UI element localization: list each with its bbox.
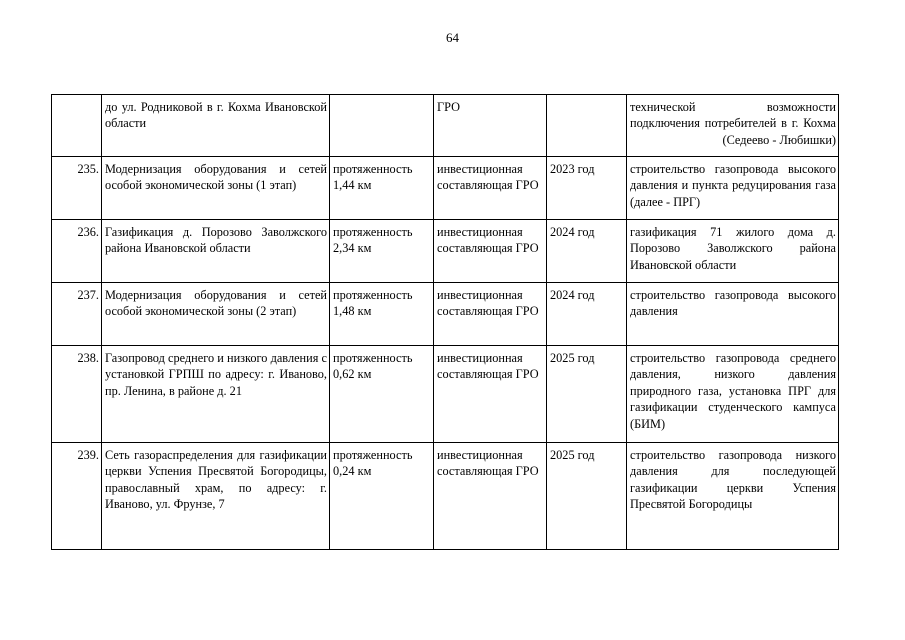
project-name: Сеть газораспределения для газификации церкви Успения Пресвятой Богородицы, православный храм, по адресу: г. Иваново, ул. Фрунзе, 7 — [102, 443, 330, 550]
table-row — [52, 346, 839, 443]
project-result: строительство газопровода высокого давления и пункта редуцирования газа (далее - ПРГ) — [627, 157, 839, 220]
project-length: протяженность 1,44 км — [330, 157, 434, 220]
project-name: до ул. Родниковой в г. Кохма Ивановской области — [102, 95, 330, 157]
project-result: строительство газопровода низкого давления для последующей газификации церкви Успения Пресвятой Богородицы — [627, 443, 839, 550]
row-number: 239. — [52, 443, 102, 550]
project-name: Газификация д. Порозово Заволжского района Ивановской области — [102, 220, 330, 283]
table-row — [52, 157, 839, 220]
funding-source: инвестиционная составляющая ГРО — [434, 220, 547, 283]
row-number — [52, 95, 102, 157]
project-year: 2023 год — [547, 157, 627, 220]
row-number: 238. — [52, 346, 102, 443]
table-row — [52, 95, 839, 157]
project-length: протяженность 0,24 км — [330, 443, 434, 550]
project-year: 2025 год — [547, 346, 627, 443]
project-length: протяженность 0,62 км — [330, 346, 434, 443]
table-row — [52, 443, 839, 550]
project-name: Модернизация оборудования и сетей особой экономической зоны (1 этап) — [102, 157, 330, 220]
project-year — [547, 95, 627, 157]
funding-source: инвестиционная составляющая ГРО — [434, 346, 547, 443]
funding-source: инвестиционная составляющая ГРО — [434, 283, 547, 346]
project-result: газификация 71 жилого дома д. Порозово Заволжского района Ивановской области — [627, 220, 839, 283]
row-number: 236. — [52, 220, 102, 283]
project-result: технической возможности подключения потребителей в г. Кохма (Седеево - Любишки) — [627, 95, 839, 157]
row-number: 235. — [52, 157, 102, 220]
funding-source: инвестиционная составляющая ГРО — [434, 157, 547, 220]
project-name: Газопровод среднего и низкого давления с установкой ГРПШ по адресу: г. Иваново, пр. Ленина, в районе д. 21 — [102, 346, 330, 443]
project-length: протяженность 1,48 км — [330, 283, 434, 346]
project-length: протяженность 2,34 км — [330, 220, 434, 283]
investment-projects-table — [51, 94, 839, 550]
project-year: 2024 год — [547, 220, 627, 283]
row-number: 237. — [52, 283, 102, 346]
project-result: строительство газопровода среднего давления, низкого давления природного газа, установка ПРГ для газификации студенческого кампуса (БИМ) — [627, 346, 839, 443]
funding-source: ГРО — [434, 95, 547, 157]
table-row — [52, 283, 839, 346]
project-result: строительство газопровода высокого давления — [627, 283, 839, 346]
table-row — [52, 220, 839, 283]
project-name: Модернизация оборудования и сетей особой экономической зоны (2 этап) — [102, 283, 330, 346]
funding-source: инвестиционная составляющая ГРО — [434, 443, 547, 550]
project-length — [330, 95, 434, 157]
project-year: 2025 год — [547, 443, 627, 550]
project-year: 2024 год — [547, 283, 627, 346]
page-number: 64 — [446, 30, 459, 45]
